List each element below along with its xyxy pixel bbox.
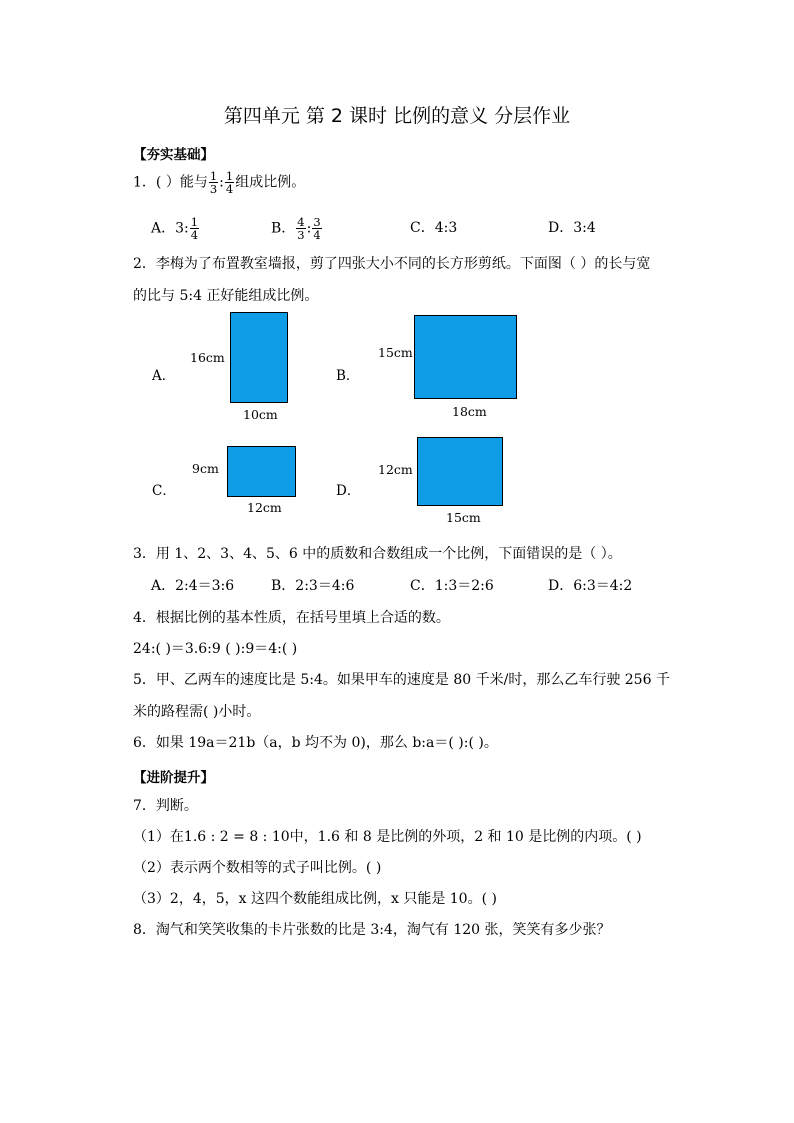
q3-option-c: C．1:3＝2:6 (410, 578, 494, 594)
question-5-line-2: 米的路程需( )小时。 (133, 704, 261, 720)
question-3: 3．用 1、2、3、4、5、6 中的质数和合数组成一个比例，下面错误的是（ ）。 (133, 546, 622, 562)
q1-option-b-fraction-1: $\frac{4}{3}$ (297, 215, 305, 242)
q1-option-b-fraction-2: $\frac{3}{4}$ (313, 215, 321, 242)
figure-d-width-label: 15cm (446, 510, 481, 525)
question-2-line-1: 2．李梅为了布置教室墙报，剪了四张大小不同的长方形剪纸。下面图（ ）的长与宽 (133, 256, 651, 272)
q1-fraction-a: $\frac{1}{3}$ (209, 169, 218, 196)
q7-item-2: （2）表示两个数相等的式子叫比例。( ) (133, 860, 382, 876)
q1-colon: : (219, 174, 224, 191)
q1-option-d: D．3:4 (548, 220, 596, 236)
figure-d-height-label: 12cm (378, 462, 413, 477)
q1-option-b: B． $\frac{4}{3}$ : $\frac{3}{4}$ (271, 215, 321, 242)
figure-a-width-label: 10cm (243, 407, 278, 422)
figure-a-rectangle (230, 312, 288, 403)
figure-b-letter: B． (336, 368, 360, 384)
question-4: 4．根据比例的基本性质，在括号里填上合适的数。 (133, 610, 450, 626)
question-2-line-2: 的比与 5:4 正好能组成比例。 (133, 288, 319, 304)
figure-a-letter: A． (152, 368, 176, 384)
q3-option-b: B．2:3＝4:6 (271, 578, 355, 594)
figure-c-height-label: 9cm (192, 461, 219, 476)
question-6: 6．如果 19a＝21b（a，b 均不为 0)，那么 b:a＝( ):( )。 (133, 735, 498, 751)
question-1 (133, 170, 305, 195)
question-5-line-1: 5．甲、乙两车的速度比是 5:4。如果甲车的速度是 80 千米/时，那么乙车行驶 256 千 (133, 672, 670, 688)
section-basic-heading: 【夯实基础】 (133, 147, 214, 163)
page-title: 第四单元 第 2 课时 比例的意义 分层作业 (223, 105, 571, 127)
q1-option-c: C．4:3 (410, 220, 458, 236)
figure-b-width-label: 18cm (452, 404, 487, 419)
q7-item-1: （1）在1.6 : 2 = 8 : 10中，1.6 和 8 是比例的外项，2 和 10 是比例的内项。( ) (133, 829, 642, 845)
q3-option-a: A．2:4＝3:6 (151, 578, 235, 594)
q3-option-d: D．6:3＝4:2 (548, 578, 633, 594)
figure-b-rectangle (414, 315, 517, 399)
question-7: 7．判断。 (133, 798, 198, 814)
q1-fraction-b: $\frac{1}{4}$ (225, 169, 234, 196)
figure-a-height-label: 16cm (190, 350, 225, 365)
figure-d-letter: D． (336, 483, 361, 499)
figure-b-height-label: 15cm (378, 345, 413, 360)
question-8: 8．淘气和笑笑收集的卡片张数的比是 3:4，淘气有 120 张，笑笑有多少张？ (133, 922, 611, 938)
q1-suffix: 组成比例。 (235, 174, 306, 191)
section-advanced-heading: 【进阶提升】 (133, 770, 214, 786)
q1-prefix: 1．( ）能与 (133, 174, 208, 191)
q7-item-3: （3）2，4，5，x 这四个数能组成比例，x 只能是 10。( ) (133, 891, 497, 907)
q1-option-a: A．3: $\frac{1}{4}$ (151, 215, 199, 242)
figure-c-width-label: 12cm (247, 500, 282, 515)
q1-option-a-fraction: $\frac{1}{4}$ (190, 215, 199, 242)
figure-c-letter: C． (152, 483, 176, 499)
question-4-blanks: 24:( )＝3.6:9 ( ):9＝4:( ) (133, 641, 298, 657)
figure-c-rectangle (227, 446, 296, 497)
figure-d-rectangle (417, 437, 503, 506)
